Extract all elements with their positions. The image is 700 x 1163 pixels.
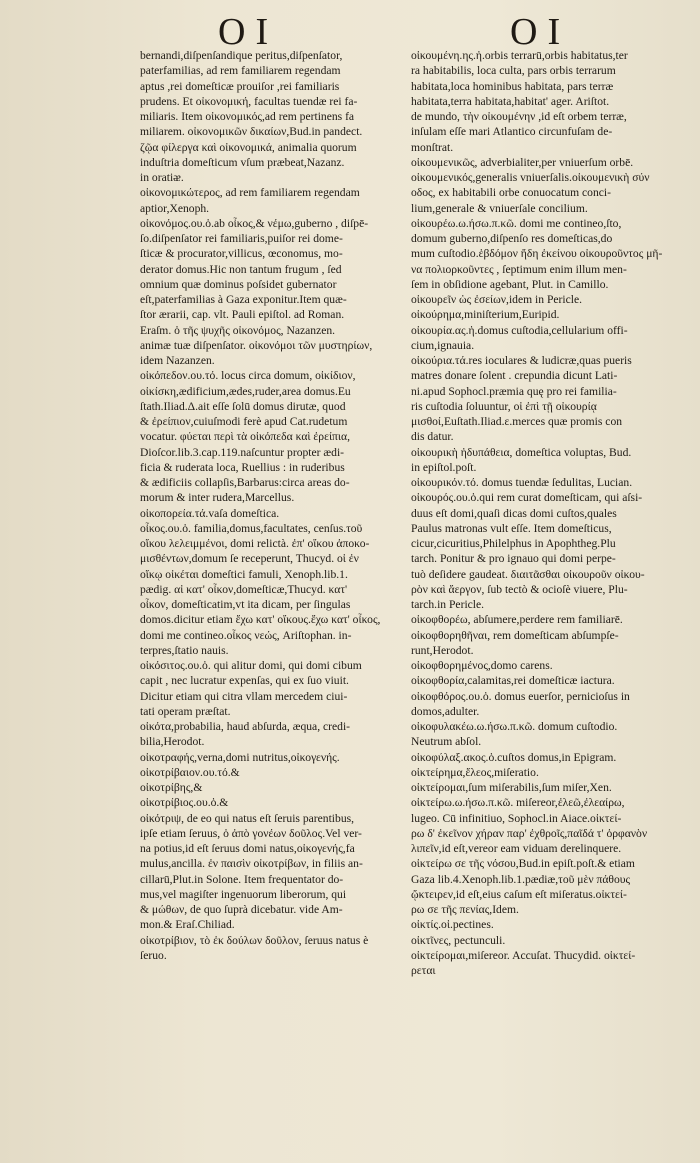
right-column-line: ni.apud Sophocl.præmia quę pro rei familia- xyxy=(411,384,617,398)
right-column-line: οἰκτῖνες, pectunculi. xyxy=(411,933,506,947)
right-column-line: οἰκοφυλακέω.ω.ήσω.π.κῶ. domum cuſtodio. xyxy=(411,720,618,733)
right-column-line: οἰκουμενικός,generalis vniuerſalis.οἰκουμενικὴ σύν xyxy=(411,171,650,184)
right-column-line: domos,adulter. xyxy=(411,704,480,718)
left-column-line: & ædificiis collapſis,Barbarus:circa areas do- xyxy=(140,476,350,489)
right-column-line: οἰκουρός.ου.ὁ.qui rem curat domeſticam, qui aſsi- xyxy=(411,491,643,505)
right-column-line: Paulus matronas vult eſſe. Item domeſticus, xyxy=(411,521,612,535)
right-column-line: να πολιορκοῦντες , ſeptimum enim illum men- xyxy=(411,262,627,276)
left-column-line: ipſe etiam ſeruus, ὁ ἀπὸ γονέων δοῦλος.Vel ver- xyxy=(140,826,362,840)
left-column-line: in oratiᴂ. xyxy=(140,171,184,184)
right-column-line: οἰκούρια.τά.res ioculares & ludicræ,quas pueris xyxy=(411,354,632,367)
right-column-line: οἰκουρικόν.τό. domus tuendæ ſedulitas, Lucian. xyxy=(411,476,633,489)
left-column-line: οἴκῳ οἰκέται domeſtici famuli, Xenoph.lib.1. xyxy=(140,567,348,581)
left-column-line: aptior,Xenoph. xyxy=(140,201,210,215)
right-column-line: tarch.in Pericle. xyxy=(411,598,485,611)
right-column-line: ρὸν καὶ ἄεργον, ſub tectò & ocioſè viuere, Plu- xyxy=(411,582,628,596)
right-column-line: ρω σε τῆς πενίας,Idem. xyxy=(411,903,519,916)
right-column-line: inſulam eſſe mari Atlantico circunfuſam de- xyxy=(411,125,613,139)
left-column-line: bilia,Herodot. xyxy=(140,735,205,749)
right-column-line: οἰκοφύλαξ.ακος.ὁ.cuſtos domus,in Epigram. xyxy=(411,750,617,764)
left-column-line: Dicitur etiam qui citra vllam mercedem ciui- xyxy=(140,689,348,703)
right-column-line: λιπεῖν,id eſt,vereor eam viduam derelinquere. xyxy=(411,842,622,855)
right-column-line: οἰκοφθορέω, abſumere,perdere rem familiarē. xyxy=(411,613,623,627)
left-column-line: οἰκότα,probabilia, haud abſurda, æqua, credi- xyxy=(140,720,351,733)
left-column-line: οἶκον, domeſticatim,vt ita dicam, per ſingulas xyxy=(140,598,351,611)
left-column-line: vocatur. φύεται περὶ τὰ οἰκόπεδα καὶ ἐρείπια, xyxy=(140,430,351,444)
right-column-line: lugeo. Cū infinitiuo, Sophocl.in Aiace.οἰκτεί- xyxy=(411,811,622,825)
left-column-line: οἰκόσιτος.ου.ὁ. qui alitur domi, qui domi cibum xyxy=(140,659,362,672)
left-column-line: derator domus.Hic non tantum frugum , ſed xyxy=(140,262,342,276)
right-column-line: cium,ignauia. xyxy=(411,338,475,352)
left-column-line: & ἐρείπιον,cuiuſmodi ferè apud Cat.rudetum xyxy=(140,415,348,428)
right-column-line: οἰκούρημα,miniſterium,Euripid. xyxy=(411,308,560,322)
left-column-line: aptus ,rei domeſticæ prouiſor ,rei familiaris xyxy=(140,79,340,93)
right-column-line: duus eſt domi,quaſi dicas domi cuſtos,quales xyxy=(411,506,617,520)
left-column-line: na potius,id eſt ſeruus domi natus,οἰκογενής,fa xyxy=(140,842,355,855)
left-column-line: οἰκόπεδον.ου.τό. locus circa domum, οἰκίδιον, xyxy=(140,369,356,383)
running-head-left: OI xyxy=(218,11,279,53)
right-column-line: in epiſtol.poſt. xyxy=(411,460,477,474)
right-column-line: ra habitabilis, loca culta, pars orbis terrarum xyxy=(411,64,616,78)
left-column-line: terpres,ſtatio nauis. xyxy=(140,643,229,657)
left-column-line: ficia & ruderata loca, Ruellius : in ruderibus xyxy=(140,460,345,474)
left-column-line: induſtria domeſticum vſum præbeat,Nazanz. xyxy=(140,155,345,169)
right-column-line: tarch. Ponitur & pro ignauo qui domi perpe- xyxy=(411,552,616,566)
left-column-line: prudens. Et οἰκονομική, facultas tuendæ rei fa- xyxy=(140,94,358,108)
right-column-line: ρω δ' ἐκεῖνον χήραν παρ' ἐχθροῖς,παῖδά τ' ὀρφανὸν xyxy=(411,826,648,840)
right-column-line: οἰκτείρω.ω.ήσω.π.κῶ. miſereor,ἐλεῶ,ἐλεαίρω, xyxy=(411,796,625,810)
left-column-line: οἰκονομικώτερος, ad rem familiarem regendam xyxy=(140,186,360,200)
left-column-line: mus,vel magiſter ingenuorum liberorum, qui xyxy=(140,887,347,901)
right-column-line: ρεται xyxy=(411,964,436,977)
left-column-line: οἰκοπορεία.τά.vaſa domeſtica. xyxy=(140,506,280,520)
right-column-line: οἰκουρέω.ω.ήσω.π.κῶ. domi me contineo,ſto, xyxy=(411,216,622,230)
right-column-line: οἰκουρικὴ ἡδυπάθεια, domeſtica voluptas, Bud. xyxy=(411,445,632,459)
left-column-line: morum & inter rudera,Marcellus. xyxy=(140,491,295,505)
right-column-line: habitata,terra habitata,habitat' ager. Ariſtot. xyxy=(411,94,610,108)
left-column-line: eſt,paterfamilias à Gaza exponitur.Item quæ- xyxy=(140,293,347,306)
right-column-line: οἰκοφθορηθῆναι, rem domeſticam abſumpſe- xyxy=(411,628,619,642)
left-column-line: ſo.diſpenſator rei familiaris,puiſor rei dome- xyxy=(140,232,343,245)
left-column-line: pædig. αἱ κατ' οἶκον,domeſticæ,Thucyd. κατ' xyxy=(140,582,348,596)
right-column-line: ris cuſtodia ſoluuntur, οἱ ἐπὶ τῇ οἰκουρίᾳ xyxy=(411,399,597,413)
right-column-line: οἰκουρία.ας.ἡ.domus cuſtodia,cellularium offi- xyxy=(411,323,628,337)
left-column-line: idem Nazanzen. xyxy=(140,354,215,367)
left-column-line: οἰκοτρίβιον, τὸ ἐκ δούλων δοῦλον, ſeruus natus è xyxy=(140,933,369,947)
left-column-line: mon.& Eraſ.Chiliad. xyxy=(140,918,235,932)
left-column-line: ſeruo. xyxy=(140,948,167,962)
right-column xyxy=(411,48,673,978)
left-column-line: tati operam præſtat. xyxy=(140,704,231,718)
left-column-line: ζῷα φίλεργα καὶ οἰκονομικά, animalia quorum xyxy=(140,140,357,154)
right-column-line: lium,generale & vniuerſale concilium. xyxy=(411,201,588,215)
right-column-line: οἰκοφθορία,calamitas,rei domeſticæ iactura. xyxy=(411,674,615,688)
right-column-line: Gaza lib.4.Xenoph.lib.1.pædiæ,τοῦ μὲν πάθους xyxy=(411,872,631,886)
right-column-line: ſem in obſidione agebant, Plut. in Camillo. xyxy=(411,277,609,291)
left-column-line: animæ tuæ diſpenſator. οἰκονόμοι τῶν μυστηρίων, xyxy=(140,338,373,352)
left-column-line: miliarem. οἰκονομικῶν δικαίων,Bud.in pandect. xyxy=(140,125,363,139)
left-column-line: omnium quæ dominus poſsidet gubernator xyxy=(140,277,337,291)
left-column-line: οἰκοτρίβης,& xyxy=(140,781,203,794)
right-column-line: οἰκτείρω σε τῆς νόσου,Bud.in epiſt.poſt.& etiam xyxy=(411,857,635,871)
left-column-line: οἰκοτρίβιος.ου.ὁ.& xyxy=(140,796,229,810)
left-column-line: ſtath.Iliad.Δ.ait eſſe ſolū domus dirutæ, quod xyxy=(140,399,346,413)
left-column-line: bernandi,diſpenſandique peritus,diſpenſator, xyxy=(140,49,343,62)
right-column-line: Neutrum abſol. xyxy=(411,735,482,749)
right-column-line: dis datur. xyxy=(411,430,454,444)
left-column-line: οἰκίσκη,ædificium,ædes,ruder,area domus.Eu xyxy=(140,384,351,398)
right-column-line: matres donare ſolent . crepundia dicunt Lati- xyxy=(411,369,618,383)
left-column-line: miliaris. Item οἰκονομικός,ad rem pertinens fa xyxy=(140,110,355,123)
right-column-line: οἰκουμένη.ης.ἡ.orbis terrarū,orbis habitatus,ter xyxy=(411,49,628,62)
right-column-line: οἰκουμενικῶς, adverbialiter,per vniuerſum orbē. xyxy=(411,155,634,169)
left-column-line: domi me contineo.οἶκος νεώς, Ariſtophan. in- xyxy=(140,628,352,642)
left-column-line: mulus,ancilla. ἐν παισὶν οἰκοτρίβων, in filiis an- xyxy=(140,857,363,871)
right-column-line: οἰκουρεῖν ὡς ἐσείων,idem in Pericle. xyxy=(411,293,583,306)
right-column-line: de mundo, τὴν οἰκουμένην ,id eſt orbem terræ, xyxy=(411,110,627,123)
right-column-line: mum cuſtodio.ἑβδόμον ἤδη ἐκείνου οἰκουροῦντος μῆ- xyxy=(411,247,663,261)
left-column-line: domos.dicitur etiam ἔχω κατ' οἴκους.ἔχω κατ' οἶκος, xyxy=(140,613,381,627)
left-column-line: Eraſm. ὁ τῆς ψυχῆς οἰκονόμος, Nazanzen. xyxy=(140,323,336,337)
running-head-right: OI xyxy=(510,11,571,53)
left-column-line: ſticæ & procurator,villicus, œconomus, mo- xyxy=(140,247,343,261)
right-column-line: cicur,cicuritius,Philelphus in Apophtheg.Plu xyxy=(411,537,616,550)
right-column-line: οἰκτείρομαι,miſereor. Accuſat. Thucydid. οἰκτεί- xyxy=(411,948,636,962)
left-column-line: capit , nec lucratur expenſas, qui ex ſuo viuit. xyxy=(140,674,349,688)
left-column-line: cillarū,Plut.in Solone. Item frequentator do- xyxy=(140,872,344,886)
right-column-line: οἰκτείρομαι,ſum miſerabilis,ſum miſer,Xen. xyxy=(411,781,612,794)
right-column-line: μισθοί,Euſtath.Iliad.ε.merces quæ promis con xyxy=(411,415,623,428)
left-column-line: οἰκοτρίβαιον.ου.τό.& xyxy=(140,765,240,779)
left-column-line: μισθέντων,domum ſe receperunt, Thucyd. οἱ ἐν xyxy=(140,552,359,566)
right-column-line: ᾤκτειρεν,id eſt,eius caſum eſt miſeratus.οἰκτεί- xyxy=(411,887,627,901)
left-column xyxy=(140,48,392,963)
right-column-line: οἰκτείρημα,ἔλεος,miſeratio. xyxy=(411,765,539,779)
left-column-line: & μώθων, de quo ſuprà dicebatur. vide Am- xyxy=(140,903,343,916)
right-column-line: monſtrat. xyxy=(411,140,454,154)
left-column-line: οἰκονόμος.ου.ὁ.ab οἶκος,& νέμω,guberno , diſpē- xyxy=(140,216,369,230)
left-column-line: οἴκου λελειμμένοι, domi relictà. ἐπ' οἴκου ἀποκο- xyxy=(140,537,370,550)
right-column-line: tuò deſidere gaudeat. διαιτᾶσθαι οἰκουροῦν οἰκου- xyxy=(411,567,645,581)
right-column-line: οἰκοφθόρος.ου.ὁ. domus euerſor, pernicioſus in xyxy=(411,689,630,703)
left-column-line: οἶκος.ου.ὁ. familia,domus,facultates, cenſus.τοῦ xyxy=(140,521,363,535)
left-column-line: οἰκοτραφής,verna,domi nutritus,οἰκογενής. xyxy=(140,750,340,764)
right-column-line: οἰκτίς.οἱ.pectines. xyxy=(411,918,494,932)
right-column-line: domum guberno,diſpenſo res domeſticas,do xyxy=(411,232,613,245)
left-column-line: Dioſcor.lib.3.cap.119.naſcuntur propter ædi- xyxy=(140,445,345,459)
left-column-line: ſtor ærarii, cap. vlt. Pauli epiſtol. ad Roman. xyxy=(140,308,345,322)
right-column-line: οδος, ex habitabili orbe conuocatum conci- xyxy=(411,186,611,200)
right-column-line: runt,Herodot. xyxy=(411,643,474,657)
right-column-line: οἰκοφθορημένος,domo carens. xyxy=(411,659,553,672)
left-column-line: οἰκότριψ, de eo qui natus eſt ſeruis parentibus, xyxy=(140,811,355,825)
left-column-line: paterfamilias, ad rem familiarem regendam xyxy=(140,64,341,78)
right-column-line: habitata,loca hominibus habitata, pars terræ xyxy=(411,79,614,93)
